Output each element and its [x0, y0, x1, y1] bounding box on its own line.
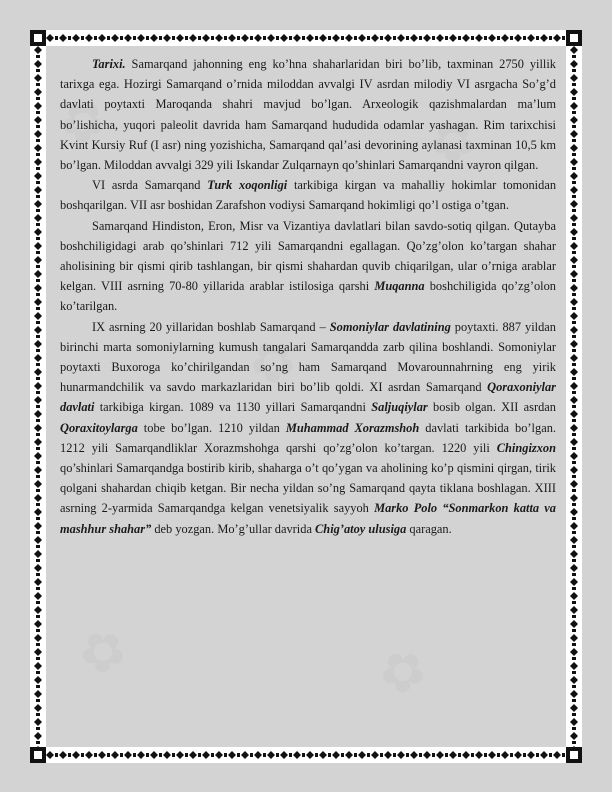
watermark-mark-icon: ✿: [46, 82, 120, 161]
text-run: tarkibiga kirgan. 1089 va 1130 yillari Samarqandni: [94, 400, 372, 415]
text-run: IX asrning 20 yillaridan boshlab Samarqand –: [92, 319, 330, 334]
text-run: Samarqand jahonning eng ko’hna shaharlaridan biri bo’lib, taxminan 2750 yillik tarixga ega. Hozirgi Samarqand o’rnida miloddan avvalgi IV asrdan milodiy VI asrgacha So’g’d davlati poytaxti Maroqanda shahri mavjud bo’lgan. Arxeologik qazishmalardan ma’lum bo’lishicha, yuqori paleolit davrida ham Samarqand hududida odamlar yashagan. Rim tarixchisi Kvint Kursiy Ruf (I asr) ning yozishicha, Samarqand qal’asi devorining aylanasi taxminan 10,5 km bo’lgan. Miloddan avvalgi 329 yili Iskandar Zulqarnayn qo’shinlari Samarqandni vayron qilgan.: [60, 57, 556, 173]
corner-ornament-icon: [28, 745, 48, 765]
frame-bottom-ornament: [46, 750, 566, 760]
text-run: bosib olgan. XII asrdan: [427, 400, 556, 415]
text-run: Samarqand Hindiston, Eron, Misr va Vizantiya davlatlari bilan savdo-sotiq qilgan. Qutayba boshchiligidagi arab qo’shinlari 712 yili Samarqandni egallagan. Qo’zg’olon ko’targan shahar aholisining bir qismi qirib tashlangan, bir qismi shahardan quvib chiqarilgan, ular o’rniga arablar kelgan. VIII asrning 70-80 yillarida arablar istilosiga qarshi: [60, 218, 556, 294]
watermark-mark-icon: ✿: [366, 632, 440, 711]
corner-ornament-icon: [564, 28, 584, 48]
corner-ornament-icon: [28, 28, 48, 48]
text-run: davlati tarkibida bo’lgan. 1212 yili Samarqandliklar Xorazmshohga qarshi qo’zg’olon ko’targan. 1220 yili: [60, 420, 556, 455]
corner-ornament-icon: [564, 745, 584, 765]
emphasized-term: Tarixi.: [92, 57, 126, 71]
emphasized-term: Chig’atoy ulusiga: [315, 521, 407, 536]
paragraph: [60, 317, 556, 539]
watermark-mark-icon: ✿: [416, 102, 490, 181]
paragraph: [60, 175, 556, 215]
text-run: boshchiligida qo’zg’olon ko’tarilgan.: [60, 279, 556, 314]
text-run: poytaxti. 887 yildan birinchi marta somoniylarning kumush tangalari Samarqandda zarb qilina boshlandi. Somoniylar poytaxti Buxoroga ko’chirilgandan so’ng ham Samarqand Movarounnahrning eng yirik hunarmandchilik va savdo markazlaridan biri bo’lib qoldi. XI asrdan Samarqand: [60, 319, 556, 395]
frame-right-ornament: [569, 46, 579, 747]
emphasized-term: Qoraxitoylarga: [60, 420, 138, 435]
watermark-mark-icon: ✿: [236, 322, 310, 401]
emphasized-term: Chingizxon: [496, 440, 556, 455]
emphasized-term: Muhammad Xorazmshoh: [285, 420, 420, 435]
paragraph: [60, 216, 556, 317]
text-run: qo’shinlari Samarqandga bostirib kirib, shaharga o’t qo’ygan va aholining ko’p qismini qirgan, tirik qolgani shahardan chiqib ketgan. Bir necha yildan so’ng Samarqand qayta tiklana boshlagan. XIII asrning 2-yarmida Samarqandga kelgan venetsiyalik sayyoh: [60, 461, 556, 516]
emphasized-term: Qoraxoniylar davlati: [60, 380, 556, 415]
emphasized-term: Marko Polo “Sonmarkon katta va mashhur shahar”: [60, 501, 557, 536]
emphasized-term: Turk xoqonligi: [207, 178, 288, 193]
emphasized-term: Somoniylar davlatining: [329, 319, 451, 334]
text-run: VI asrda Samarqand: [92, 178, 208, 193]
frame-top-ornament: [46, 33, 566, 43]
text-run: tobe bo’lgan. 1210 yildan: [137, 420, 286, 435]
frame-left-ornament: [33, 46, 43, 747]
watermark-mark-icon: ✿: [66, 612, 140, 691]
emphasized-term: Saljuqiylar: [371, 400, 428, 415]
emphasized-term: Muqanna: [374, 279, 425, 294]
text-run: qaragan.: [406, 521, 452, 536]
document-body: [60, 54, 556, 539]
text-run: tarkibiga kirgan va mahalliy hokimlar tomonidan boshqarilgan. VII asr boshidan Zarafshon vodiysi Samarqand hokimligi qo’l ostiga o’tgan.: [60, 178, 557, 213]
text-run: deb yozgan. Mo’g’ullar davrida: [151, 521, 316, 536]
paragraph: [60, 54, 556, 175]
